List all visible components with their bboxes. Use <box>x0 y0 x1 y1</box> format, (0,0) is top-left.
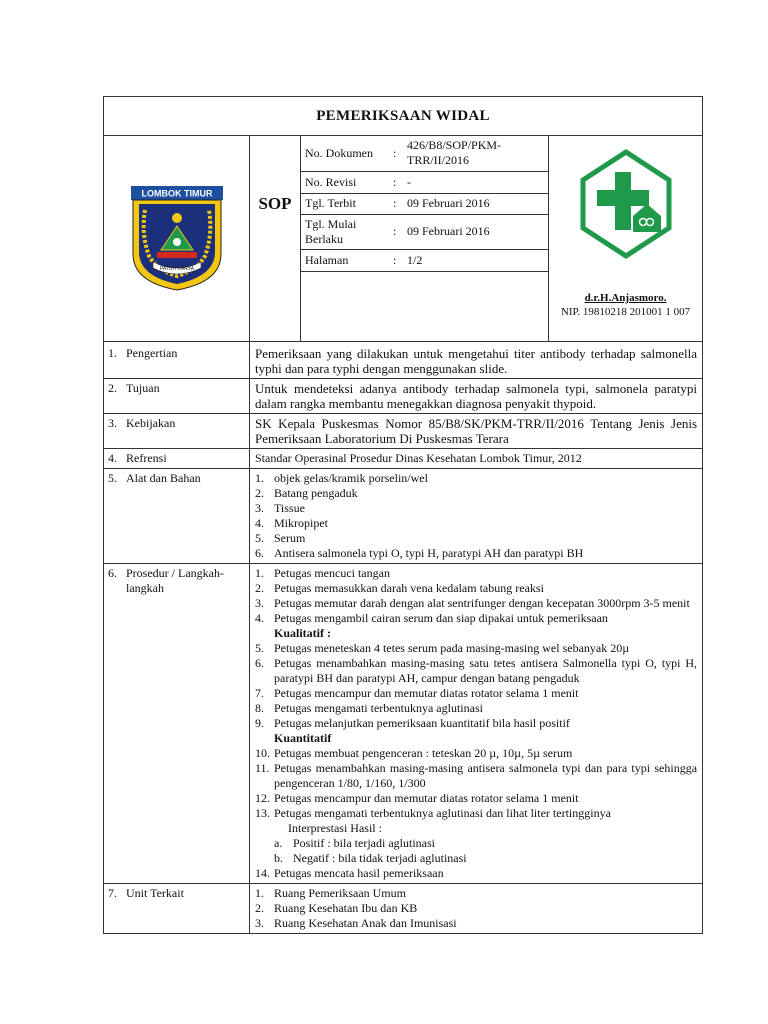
right-logo-cell <box>549 136 703 342</box>
list-item: 3. Tissue <box>255 500 305 515</box>
section-kebijakan-text: SK Kepala Puskesmas Nomor 85/B8/SK/PKM-TRR/II/2016 Tentang Jenis Jenis Pemeriksaan Laboratorium Di Puskesmas Terara <box>250 413 703 448</box>
meta-label: No. Dokumen <box>301 136 389 171</box>
sop-document <box>103 96 702 934</box>
interpretasi-heading: Interprestasi Hasil : <box>288 820 382 835</box>
meta-colon: : <box>389 249 403 271</box>
meta-colon: : <box>389 214 403 249</box>
meta-colon: : <box>389 136 403 171</box>
subheading-kualitatif: Kualitatif : <box>274 625 331 640</box>
list-item: 8. Petugas mengamati terbentuknya aglutinasi <box>255 700 483 715</box>
list-item: 11. Petugas menambahkan masing-masing antisera salmonela typi dan para typi sehingga pengenceran 1/80, 1/160, 1/300 <box>255 760 698 790</box>
list-item: 13. Petugas mengamati terbentuknya aglutinasi dan lihat liter tertingginya <box>255 805 611 820</box>
meta-label: Tgl. Terbit <box>301 193 389 214</box>
alat-list <box>255 471 697 561</box>
section-label: 1. Pengertian <box>104 341 250 378</box>
section-prosedur-content <box>250 563 703 883</box>
meta-value: 1/2 <box>403 249 548 271</box>
list-item: 3. Ruang Kesehatan Anak dan Imunisasi <box>255 915 457 930</box>
prosedur-list <box>255 641 697 731</box>
list-item: 5. Serum <box>255 530 306 545</box>
interpretasi-list <box>255 836 697 866</box>
section-row <box>104 378 703 413</box>
section-tujuan-text: Untuk mendeteksi adanya antibody terhadap salmonela typi, salmonela paratypi dalam rangka membantu menegakkan diagnosa penyakit thypoid. <box>250 378 703 413</box>
list-item: 1. Ruang Pemeriksaan Umum <box>255 885 406 900</box>
section-row <box>104 448 703 468</box>
meta-cell <box>301 136 549 272</box>
list-item: 1. Petugas mencuci tangan <box>255 565 390 580</box>
left-logo-cell <box>104 136 250 342</box>
section-label: 7. Unit Terkait <box>104 883 250 933</box>
meta-label: Halaman <box>301 249 389 271</box>
list-item: 12. Petugas mencampur dan memutar diatas rotator selama 1 menit <box>255 790 579 805</box>
list-item: 2. Ruang Kesehatan Ibu dan KB <box>255 900 418 915</box>
meta-value: 426/B8/SOP/PKM-TRR/II/2016 <box>403 136 548 171</box>
logo-motto: PATUH KARYA <box>159 266 194 273</box>
section-row <box>104 468 703 563</box>
list-item: b. Negatif : bila tidak terjadi aglutinasi <box>274 850 467 865</box>
meta-row <box>301 249 548 271</box>
list-item: 10. Petugas membuat pengenceran : teteskan 20 µ, 10µ, 5µ serum <box>255 745 573 760</box>
list-item: 3. Petugas memutar darah dengan alat sentrifunger dengan kecepatan 3000rpm 3-5 menit <box>255 595 690 610</box>
list-item: 4. Petugas mengambil cairan serum dan siap dipakai untuk pemeriksaan <box>255 610 608 625</box>
list-item: 6. Petugas menambahkan masing-masing satu tetes antisera Salmonella typi O, typi H, paratypi BH dan paratypi AH, campur dengan batang pengaduk <box>255 655 698 685</box>
meta-row <box>301 136 548 171</box>
document-title: PEMERIKSAAN WIDAL <box>104 97 703 136</box>
list-item: 6. Antisera salmonela typi O, typi H, paratypi AH dan paratypi BH <box>255 545 584 560</box>
puskesmas-logo-icon <box>577 148 675 260</box>
meta-row <box>301 193 548 214</box>
section-row <box>104 563 703 883</box>
meta-row <box>301 171 548 193</box>
list-item: a. Positif : bila terjadi aglutinasi <box>274 835 435 850</box>
logo-label: LOMBOK TIMUR <box>141 188 212 199</box>
sop-table <box>103 96 703 934</box>
meta-table <box>301 136 548 272</box>
unit-list <box>255 886 697 931</box>
prosedur-list <box>255 566 697 626</box>
section-label: 5. Alat dan Bahan <box>104 468 250 563</box>
list-item: 14. Petugas mencata hasil pemeriksaan <box>255 865 444 880</box>
list-item: 2. Batang pengaduk <box>255 485 358 500</box>
meta-value: - <box>403 171 548 193</box>
section-label: 3. Kebijakan <box>104 413 250 448</box>
meta-label: No. Revisi <box>301 171 389 193</box>
list-item: 1. objek gelas/kramik porselin/wel <box>255 470 428 485</box>
section-label: 2. Tujuan <box>104 378 250 413</box>
meta-blank <box>301 272 549 342</box>
list-item: 9. Petugas melanjutkan pemeriksaan kuantitatif bila hasil positif <box>255 715 570 730</box>
list-item: 2. Petugas memasukkan darah vena kedalam tabung reaksi <box>255 580 544 595</box>
meta-colon: : <box>389 193 403 214</box>
signature-block <box>549 292 702 318</box>
meta-label: Tgl. Mulai Berlaku <box>301 214 389 249</box>
meta-value: 09 Februari 2016 <box>403 214 548 249</box>
prosedur-list <box>255 866 697 881</box>
section-label: 6. Prosedur / Langkah-langkah <box>104 563 250 883</box>
lombok-timur-emblem-icon <box>127 184 227 292</box>
signatory-nip: NIP. 19810218 201001 1 007 <box>560 306 691 318</box>
section-pengertian-text: Pemeriksaan yang dilakukan untuk mengetahui titer antibody terhadap salmonella typhi dan para typhi dengan menggunakan slide. <box>250 341 703 378</box>
list-item: 5. Petugas meneteskan 4 tetes serum pada masing-masing wel sebanyak 20µ <box>255 640 630 655</box>
list-item: 7. Petugas mencampur dan memutar diatas rotator selama 1 menit <box>255 685 579 700</box>
section-refrensi-text: Standar Operasinal Prosedur Dinas Kesehatan Lombok Timur, 2012 <box>250 448 703 468</box>
section-label: 4. Refrensi <box>104 448 250 468</box>
meta-row <box>301 214 548 249</box>
prosedur-list <box>255 746 697 821</box>
meta-colon: : <box>389 171 403 193</box>
meta-value: 09 Februari 2016 <box>403 193 548 214</box>
section-alat-content <box>250 468 703 563</box>
list-item: 4. Mikropipet <box>255 515 328 530</box>
section-row <box>104 341 703 378</box>
subheading-kuantitatif: Kuantitatif <box>274 730 332 745</box>
signatory-name: d.r.H.Anjasmoro. <box>584 292 667 304</box>
section-row <box>104 413 703 448</box>
section-unit-content <box>250 883 703 933</box>
sop-label: SOP <box>250 136 301 342</box>
section-row <box>104 883 703 933</box>
